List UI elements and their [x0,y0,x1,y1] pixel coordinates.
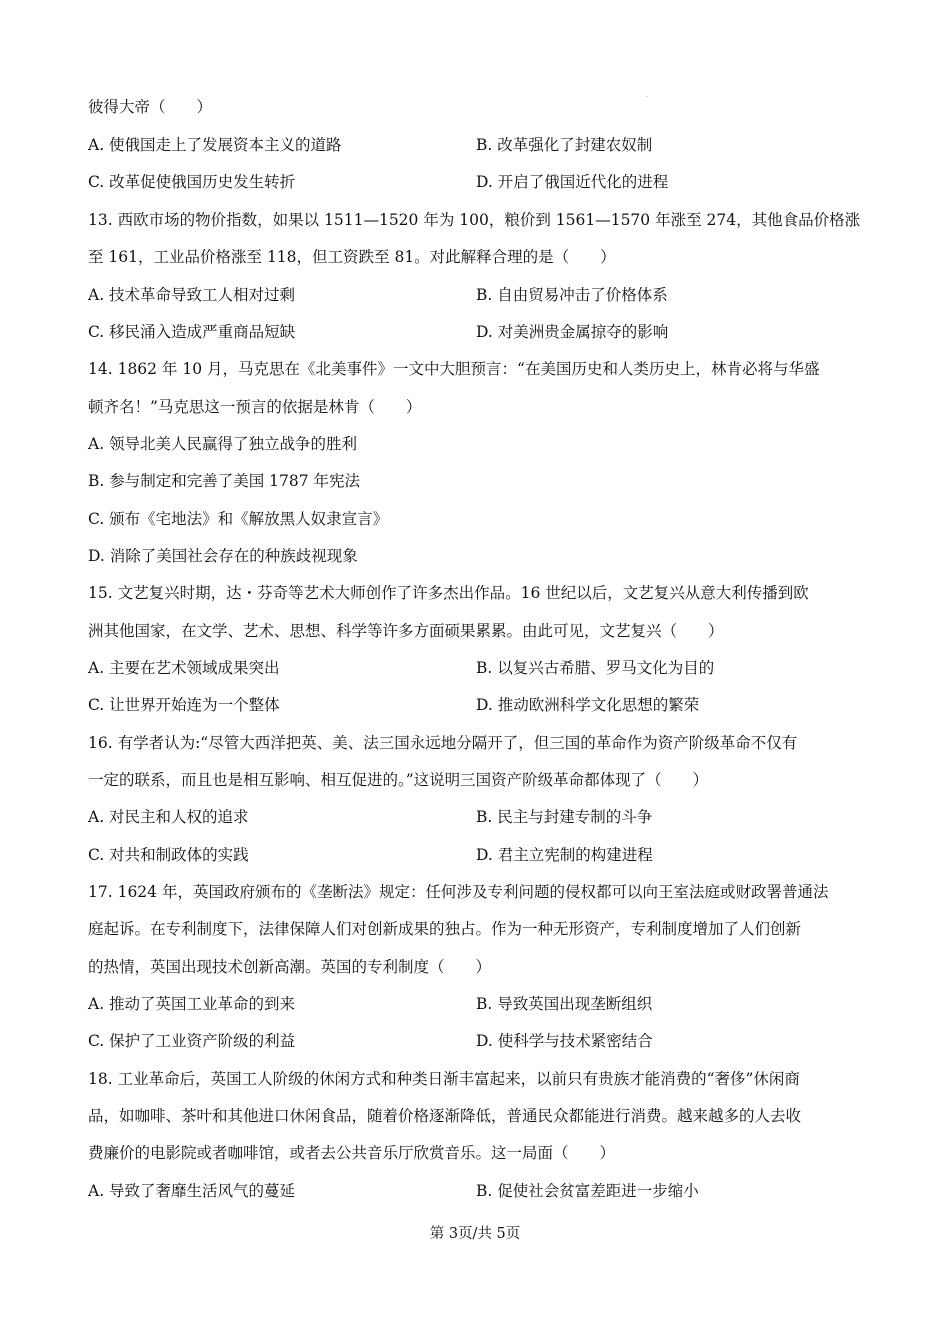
q15-option-a: A. 主要在艺术领域成果突出 [88,659,280,677]
q14-option-a: A. 领导北美人民赢得了独立战争的胜利 [88,435,358,453]
q18-option-b: B. 促使社会贫富差距进一步缩小 [476,1182,699,1200]
stray-mark: · [646,94,648,101]
q16-option-d: D. 君主立宪制的构建进程 [476,846,653,864]
q18-stem-line1: 18. 工业革命后，英国工人阶级的休闲方式和种类日渐丰富起来，以前只有贵族才能消费的“奢侈”休闲商 [88,1070,800,1088]
q15-option-c: C. 让世界开始连为一个整体 [88,696,280,714]
q12-option-c: C. 改革促使俄国历史发生转折 [88,173,296,191]
q15-stem-line1: 15. 文艺复兴时期，达・芬奇等艺术大师创作了许多杰出作品。16 世纪以后，文艺复兴从意大利传播到欧 [88,584,809,602]
q18-option-a: A. 导致了奢靡生活风气的蔓延 [88,1182,296,1200]
q13-stem-line2: 至 161，工业品价格涨至 118，但工资跌至 81。对此解释合理的是（ ） [88,248,616,266]
q13-option-b: B. 自由贸易冲击了价格体系 [476,286,668,304]
q16-option-c: C. 对共和制政体的实践 [88,846,249,864]
q12-option-d: D. 开启了俄国近代化的进程 [476,173,669,191]
q16-option-b: B. 民主与封建专制的斗争 [476,808,653,826]
q16-option-a: A. 对民主和人权的追求 [88,808,249,826]
q17-stem-line3: 的热情，英国出现技术创新高潮。英国的专利制度（ ） [88,958,492,976]
q18-stem-line3: 费廉价的电影院或者咖啡馆，或者去公共音乐厅欣赏音乐。这一局面（ ） [88,1144,616,1162]
q17-option-c: C. 保护了工业资产阶级的利益 [88,1032,296,1050]
q15-option-d: D. 推动欧洲科学文化思想的繁荣 [476,696,700,714]
q17-stem-line1: 17. 1624 年，英国政府颁布的《垄断法》规定：任何涉及专利问题的侵权都可以向王室法庭或财政署普通法 [88,883,829,901]
q17-option-a: A. 推动了英国工业革命的到来 [88,995,296,1013]
q17-option-d: D. 使科学与技术紧密结合 [476,1032,653,1050]
q14-stem-line1: 14. 1862 年 10 月，马克思在《北美事件》一文中大胆预言：“在美国历史和人类历史上，林肯必将与华盛 [88,360,820,378]
q13-option-a: A. 技术革命导致工人相对过剩 [88,286,296,304]
q14-option-c: C. 颁布《宅地法》和《解放黑人奴隶宣言》 [88,510,389,528]
q13-option-c: C. 移民涌入造成严重商品短缺 [88,323,296,341]
q15-stem-line2: 洲其他国家，在文学、艺术、思想、科学等许多方面硕果累累。由此可见，文艺复兴（ ） [88,622,724,640]
q15-option-b: B. 以复兴古希腊、罗马文化为目的 [476,659,715,677]
page-number-footer: 第 3页/共 5页 [429,1226,521,1242]
q17-stem-line2: 庭起诉。在专利制度下，法律保障人们对创新成果的独占。作为一种无形资产，专利制度增加了人们创新 [88,920,802,938]
q13-option-d: D. 对美洲贵金属掠夺的影响 [476,323,669,341]
q16-stem-line1: 16. 有学者认为:“尽管大西洋把英、美、法三国永远地分隔开了，但三国的革命作为资产阶级革命不仅有 [88,734,798,752]
q12-stem-tail: 彼得大帝（ ） [88,98,213,116]
q12-option-b: B. 改革强化了封建农奴制 [476,136,653,154]
q14-stem-line2: 顿齐名！”马克思这一预言的依据是林肯（ ） [88,398,422,416]
q14-option-d: D. 消除了美国社会存在的种族歧视现象 [88,547,358,565]
q14-option-b: B. 参与制定和完善了美国 1787 年宪法 [88,472,361,490]
q12-option-a: A. 使俄国走上了发展资本主义的道路 [88,136,342,154]
q18-stem-line2: 品，如咖啡、茶叶和其他进口休闲食品，随着价格逐渐降低，普通民众都能进行消费。越来越多的人去收 [88,1107,802,1125]
q13-stem-line1: 13. 西欧市场的物价指数，如果以 1511—1520 年为 100，粮价到 1561—1570 年涨至 274，其他食品价格涨 [88,211,861,229]
q16-stem-line2: 一定的联系，而且也是相互影响、相互促进的。”这说明三国资产阶级革命都体现了（ ） [88,771,709,789]
q17-option-b: B. 导致英国出现垄断组织 [476,995,653,1013]
